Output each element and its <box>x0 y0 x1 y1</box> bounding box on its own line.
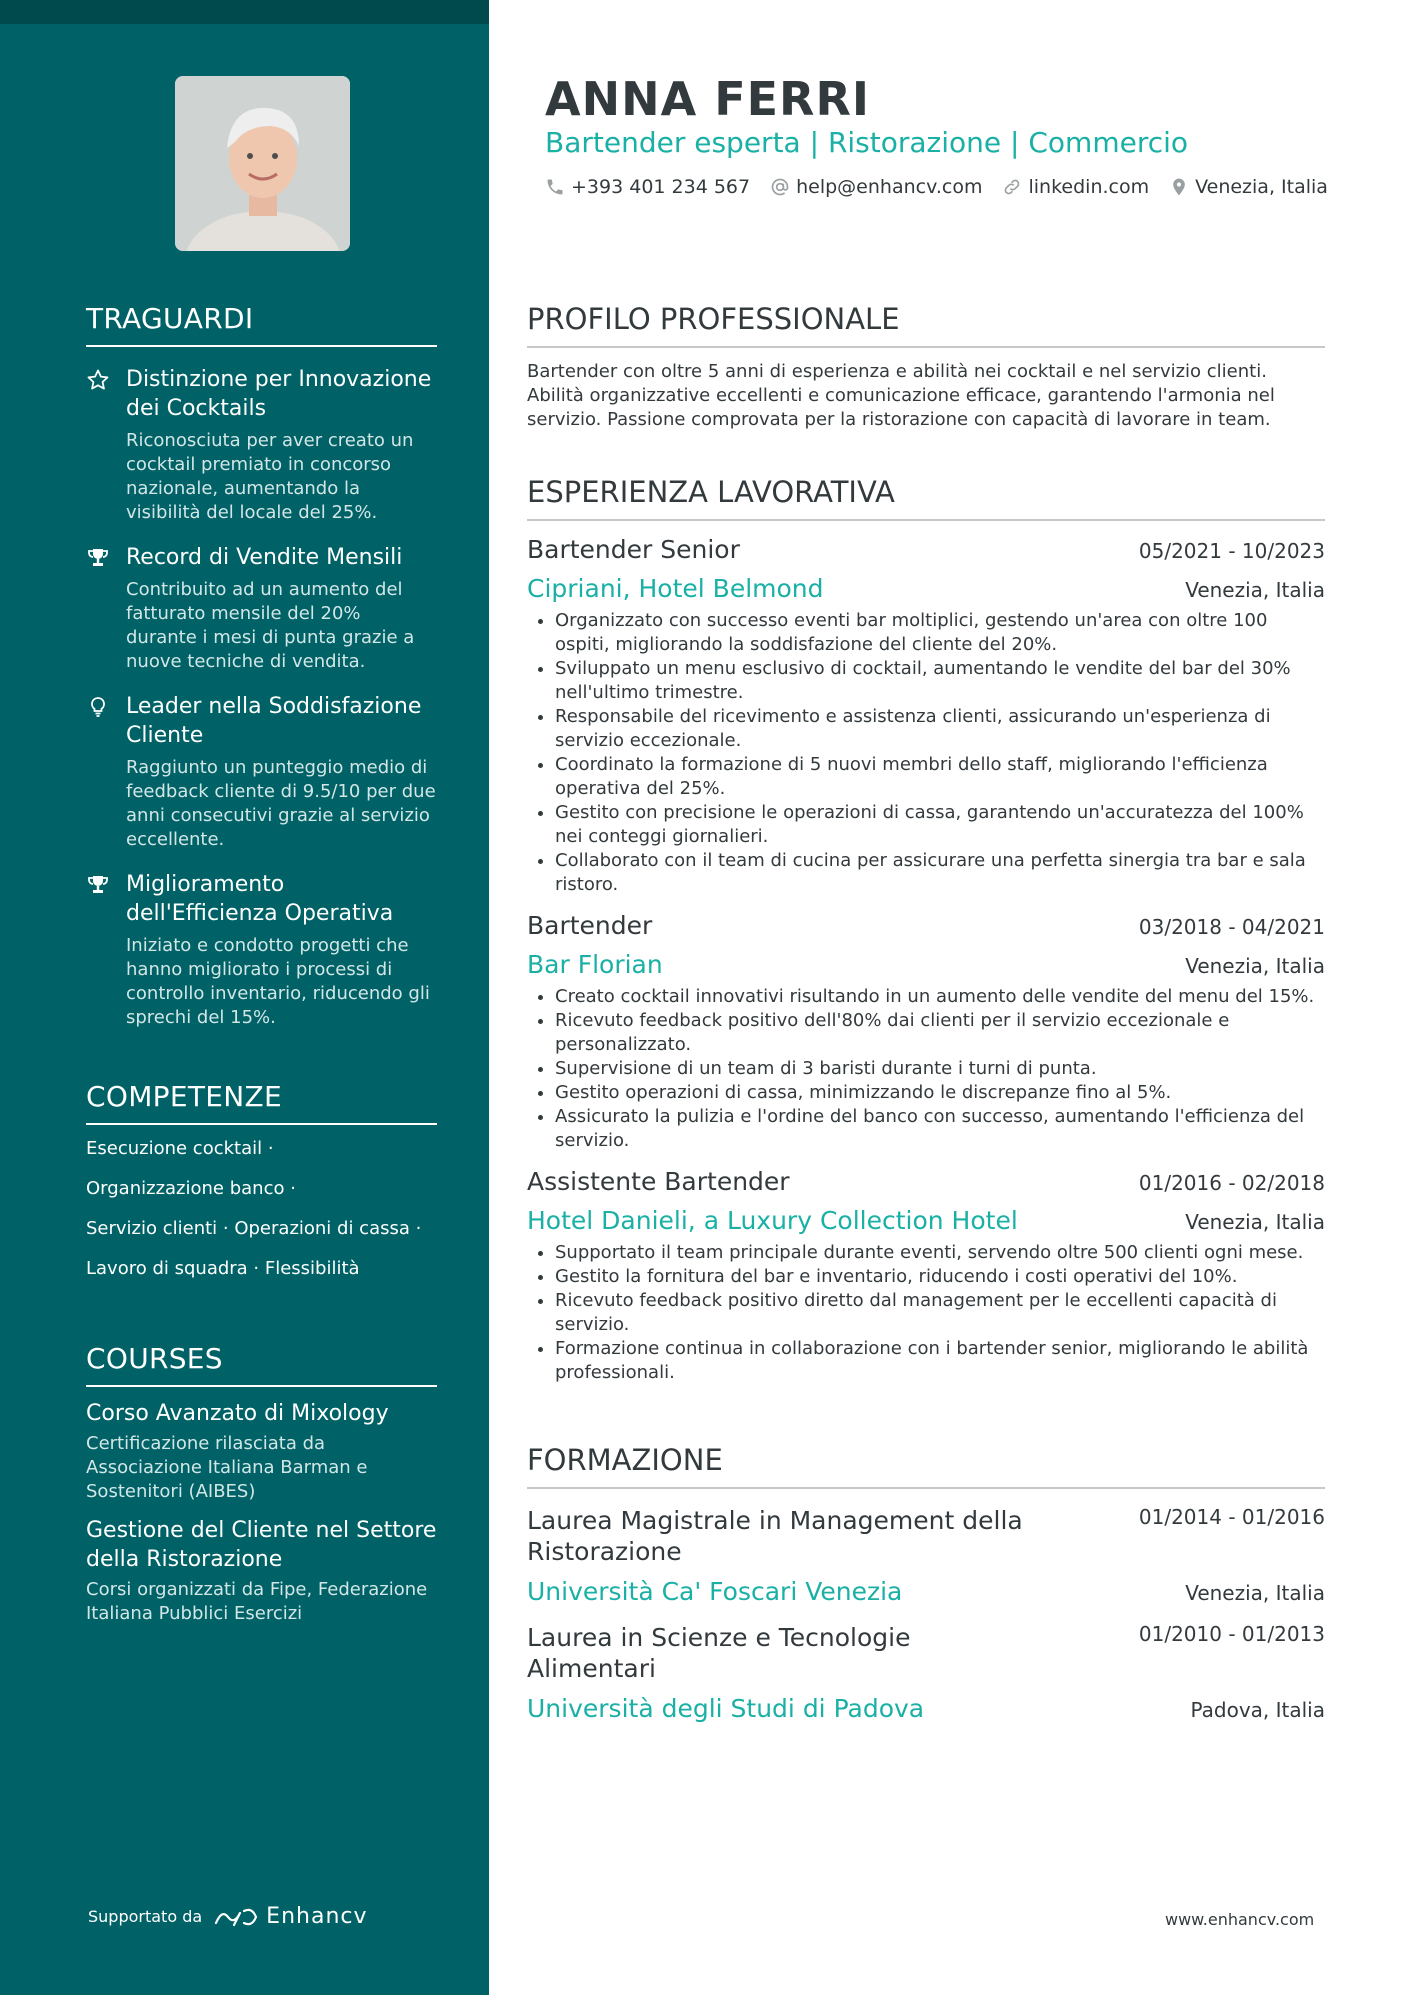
job-dates: 05/2021 - 10/2023 <box>1138 539 1325 563</box>
profile-photo <box>175 76 350 251</box>
education-degree: Laurea Magistrale in Management della Ristorazione <box>527 1506 1023 1566</box>
profile-section <box>527 302 1325 432</box>
achievements-section <box>86 302 437 1030</box>
job-role: Assistente Bartender <box>527 1167 790 1196</box>
skills-section <box>86 1080 437 1281</box>
candidate-name: ANNA FERRI <box>545 72 871 126</box>
course-description: Corsi organizzati da Fipe, Federazione Italiana Pubblici Esercizi <box>86 1579 428 1624</box>
achievement-title: Leader nella Soddisfazione Cliente <box>126 694 422 748</box>
bullet-item: • Supportato il team principale durante eventi, servendo oltre 500 clienti ogni mese. <box>555 1241 1325 1265</box>
job-location: Venezia, Italia <box>1185 578 1325 602</box>
bullet-item: • Ricevuto feedback positivo dell'80% dai clienti per il servizio eccezionale e personalizzato. <box>555 1009 1325 1057</box>
achievement-description: Iniziato e condotto progetti che hanno migliorato i processi di controllo inventario, riducendo gli sprechi del 15%. <box>126 935 430 1028</box>
skill-row: Lavoro di squadra · Flessibilità <box>86 1258 360 1279</box>
bullet-item: • Collaborato con il team di cucina per assicurare una perfetta sinergia tra bar e sala ristoro. <box>555 849 1325 897</box>
achievement-item <box>86 365 437 525</box>
achievement-description: Raggiunto un punteggio medio di feedback cliente di 9.5/10 per due anni consecutivi grazie al servizio eccellente. <box>126 757 436 850</box>
bullet-item: • Coordinato la formazione di 5 nuovi membri dello staff, migliorando l'efficienza operativa del 25%. <box>555 753 1325 801</box>
job-dates: 01/2016 - 02/2018 <box>1138 1171 1325 1195</box>
profile-text: Bartender con oltre 5 anni di esperienza e abilità nei cocktail e nel servizio clienti. Abilità organizzative eccellenti e comunicazione efficace, garantendo l'armonia nel servizio. Passione comprovata per la ristorazione con capacità di lavorare in team. <box>527 361 1275 430</box>
location-text: Venezia, Italia <box>1195 176 1328 198</box>
bullet-item: • Gestito la fornitura del bar e inventario, riducendo i costi operativi del 10%. <box>555 1265 1325 1289</box>
bullet-item: • Gestito operazioni di cassa, minimizzando le discrepanze fino al 5%. <box>555 1081 1325 1105</box>
powered-by-label: Supportato da <box>88 1907 203 1926</box>
education-entry <box>527 1505 1325 1606</box>
education-location: Venezia, Italia <box>1185 1581 1325 1605</box>
course-item <box>86 1399 437 1504</box>
trophy-icon <box>86 873 110 897</box>
phone-text: +393 401 234 567 <box>571 176 751 198</box>
education-school: Università degli Studi di Padova <box>527 1694 925 1723</box>
contact-location <box>1169 176 1328 198</box>
job-company: Bar Florian <box>527 950 663 979</box>
link-icon <box>1002 177 1022 197</box>
bullet-item: • Assicurato la pulizia e l'ordine del banco con successo, aumentando l'efficienza del servizio. <box>555 1105 1325 1153</box>
achievement-title: Record di Vendite Mensili <box>126 545 403 570</box>
education-entry <box>527 1622 1325 1723</box>
sidebar-top-strip <box>0 0 489 24</box>
website-link[interactable]: www.enhancv.com <box>1165 1910 1315 1929</box>
education-dates: 01/2014 - 01/2016 <box>1138 1505 1325 1529</box>
courses-title: COURSES <box>86 1342 437 1387</box>
course-item <box>86 1516 437 1626</box>
brand-name: Enhancv <box>266 1904 368 1929</box>
star-icon <box>86 368 110 392</box>
job-dates: 03/2018 - 04/2021 <box>1138 915 1325 939</box>
job-role: Bartender Senior <box>527 535 740 564</box>
contact-phone[interactable] <box>545 176 750 198</box>
achievement-item <box>86 870 437 1030</box>
bullet-item: • Creato cocktail innovativi risultando in un aumento delle vendite del menu del 15%. <box>555 985 1325 1009</box>
education-location: Padova, Italia <box>1190 1698 1325 1722</box>
job-company: Hotel Danieli, a Luxury Collection Hotel <box>527 1206 1018 1235</box>
skills-title: COMPETENZE <box>86 1080 437 1125</box>
contact-email[interactable] <box>770 176 982 198</box>
education-title: FORMAZIONE <box>527 1443 1325 1489</box>
education-school: Università Ca' Foscari Venezia <box>527 1577 903 1606</box>
email-text: help@enhancv.com <box>796 176 983 198</box>
skill-row: Organizzazione banco · <box>86 1178 296 1199</box>
job-location: Venezia, Italia <box>1185 954 1325 978</box>
education-dates: 01/2010 - 01/2013 <box>1138 1622 1325 1646</box>
education-section <box>527 1443 1325 1723</box>
bullet-item: • Responsabile del ricevimento e assistenza clienti, assicurando un'esperienza di servizio eccezionale. <box>555 705 1325 753</box>
achievement-item <box>86 543 437 674</box>
job-entry <box>527 535 1325 897</box>
job-location: Venezia, Italia <box>1185 1210 1325 1234</box>
job-bullets <box>527 985 1325 1153</box>
achievement-title: Miglioramento dell'Efficienza Operativa <box>126 872 394 926</box>
job-role: Bartender <box>527 911 653 940</box>
job-entry <box>527 1167 1325 1385</box>
bullet-item: • Gestito con precisione le operazioni di cassa, garantendo un'accuratezza del 100% nei conteggi giornalieri. <box>555 801 1325 849</box>
location-pin-icon <box>1169 177 1189 197</box>
achievement-title: Distinzione per Innovazione dei Cocktails <box>126 367 432 421</box>
courses-section <box>86 1342 437 1626</box>
course-title: Corso Avanzato di Mixology <box>86 1401 389 1426</box>
contact-linkedin[interactable] <box>1002 176 1149 198</box>
experience-section <box>527 475 1325 1385</box>
bullet-item: • Organizzato con successo eventi bar moltiplici, gestendo un'area con oltre 100 ospiti, migliorando la soddisfazione del cliente del 20%. <box>555 609 1325 657</box>
job-entry <box>527 911 1325 1153</box>
bullet-item: • Ricevuto feedback positivo diretto dal management per le eccellenti capacità di servizio. <box>555 1289 1325 1337</box>
at-icon <box>770 177 790 197</box>
achievement-description: Riconosciuta per aver creato un cocktail premiato in concorso nazionale, aumentando la visibilità del locale del 25%. <box>126 430 414 523</box>
profile-title: PROFILO PROFESSIONALE <box>527 302 1325 348</box>
sidebar <box>0 0 489 1995</box>
contact-bar <box>545 176 1348 198</box>
skill-row: Servizio clienti · Operazioni di cassa · <box>86 1218 422 1239</box>
brand-logo[interactable] <box>212 1904 367 1929</box>
job-bullets <box>527 609 1325 897</box>
job-bullets <box>527 1241 1325 1385</box>
bullet-item: • Sviluppato un menu esclusivo di cocktail, aumentando le vendite del bar del 30% nell'ultimo trimestre. <box>555 657 1325 705</box>
enhancv-logo-icon <box>212 1905 260 1929</box>
achievement-description: Contribuito ad un aumento del fatturato mensile del 20% durante i mesi di punta grazie a nuove tecniche di vendita. <box>126 579 415 672</box>
course-description: Certificazione rilasciata da Associazione Italiana Barman e Sostenitori (AIBES) <box>86 1433 368 1502</box>
lightbulb-icon <box>86 695 110 719</box>
powered-by <box>88 1904 368 1929</box>
job-company: Cipriani, Hotel Belmond <box>527 574 824 603</box>
linkedin-text: linkedin.com <box>1028 176 1150 198</box>
education-degree: Laurea in Scienze e Tecnologie Alimentari <box>527 1623 911 1683</box>
course-title: Gestione del Cliente nel Settore della Ristorazione <box>86 1518 437 1572</box>
bullet-item: • Formazione continua in collaborazione con i bartender senior, migliorando le abilità professionali. <box>555 1337 1325 1385</box>
achievements-title: TRAGUARDI <box>86 302 437 347</box>
bullet-item: • Supervisione di un team di 3 baristi durante i turni di punta. <box>555 1057 1325 1081</box>
phone-icon <box>545 177 565 197</box>
portrait-image <box>175 76 350 251</box>
candidate-subtitle: Bartender esperta | Ristorazione | Commercio <box>545 126 1189 159</box>
skill-row: Esecuzione cocktail · <box>86 1138 274 1159</box>
trophy-icon <box>86 546 110 570</box>
experience-title: ESPERIENZA LAVORATIVA <box>527 475 1325 521</box>
achievement-item <box>86 692 437 852</box>
